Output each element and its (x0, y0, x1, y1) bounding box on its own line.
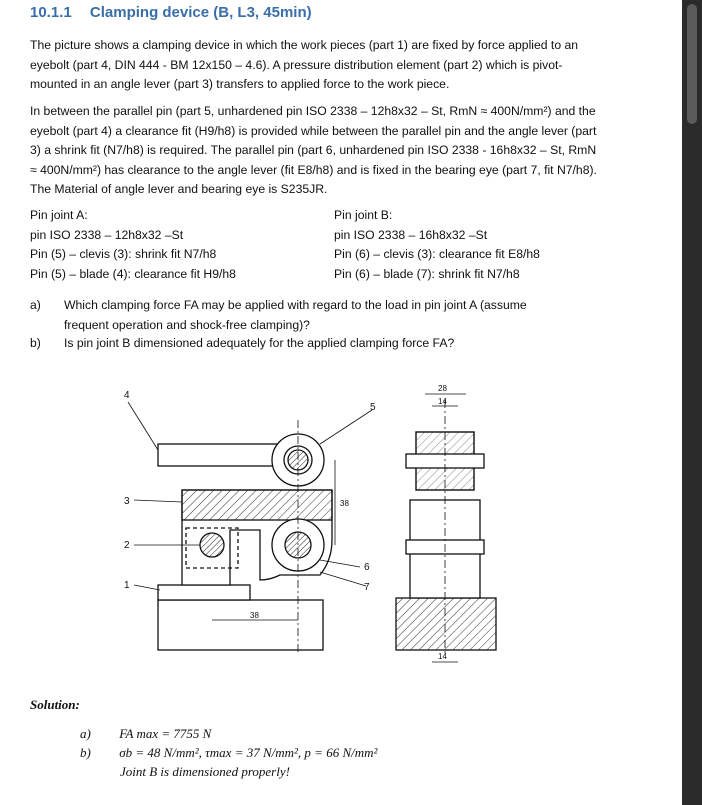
eyebolt-shaft (158, 444, 290, 466)
pin-joint-b-clevis: Pin (6) – clevis (3): clearance fit E8/h8 (334, 247, 540, 261)
pressure-pin (200, 533, 224, 557)
solution-a-text: FA max = 7755 N (119, 726, 212, 741)
pin-joint-b-pin: pin ISO 2338 – 16h8x32 –St (334, 227, 488, 242)
vertical-scrollbar[interactable] (682, 0, 702, 805)
side-view-base (396, 598, 496, 650)
solution-conclusion: Joint B is dimensioned properly! (120, 764, 290, 779)
dim-14-top: 14 (438, 397, 447, 406)
label-part-3: 3 (124, 496, 130, 507)
pin-joint-a (30, 206, 236, 284)
pin-joint-b (334, 206, 540, 284)
pin-joint-a-title: Pin joint A: (30, 208, 88, 222)
pin-joint-b-blade: Pin (6) – blade (7): shrink fit N7/h8 (334, 266, 520, 281)
dim-38-vertical: 38 (340, 499, 349, 508)
solution-a (80, 726, 211, 742)
dim-38-horizontal: 38 (250, 611, 259, 620)
angle-lever-hatched (182, 490, 332, 520)
paragraph-fits: In between the parallel pin (part 5, unhardened pin ISO 2338 – 12h8x32 – St, RmN ≈ 400N/mm²) and the eyebolt (part 4) a clearance fit (H9/h8) is provided while between the parallel pin and the angle lever (part 3) a shrink fit (N7/h8) is required. The parallel pin (part 6, unhardened pin ISO 2338 - 16h8x32 – St, RmN ≈ 400N/mm²) has clearance to the angle lever (fit E8/h8) and is fixed in the bearing eye (part 7, fit N7/h8). The Material of angle lever and bearing eye is S235JR. (30, 104, 597, 196)
pin-joint-a-blade: Pin (5) – blade (4): clearance fit H9/h8 (30, 266, 236, 281)
section-heading (30, 4, 312, 21)
solution-a-label: a) (80, 726, 91, 741)
question-b-text: Is pin joint B dimensioned adequately for the applied clamping force FA? (64, 336, 455, 350)
label-part-6: 6 (364, 562, 370, 573)
solution-b (80, 745, 377, 761)
solution-b-text: σb = 48 N/mm², τmax = 37 N/mm², p = 66 N/mm² (119, 745, 378, 760)
label-part-4: 4 (124, 390, 130, 401)
scrollbar-thumb[interactable] (687, 4, 697, 124)
pin-joint-b-title: Pin joint B: (334, 208, 393, 222)
paragraph-intro: The picture shows a clamping device in which the work pieces (part 1) are fixed by force applied to an eyebolt (part 4, DIN 444 - BM 12x150 – 4.6). A pressure distribution element (part 2) which is pivot-mounted in an angle lever (part 3) transfers to applied force to the work piece. (30, 38, 579, 91)
question-b-label: b) (30, 336, 41, 350)
pin-joint-a-pin: pin ISO 2338 – 12h8x32 –St (30, 227, 184, 242)
clamping-device-drawing (120, 380, 550, 670)
label-part-5: 5 (370, 402, 376, 413)
label-part-2: 2 (124, 540, 130, 551)
label-part-7: 7 (364, 582, 370, 593)
dim-28: 28 (438, 384, 447, 393)
work-piece (158, 585, 250, 600)
section-number: 10.1.1 (30, 4, 72, 21)
pin-joint-a-clevis: Pin (5) – clevis (3): shrink fit N7/h8 (30, 247, 217, 261)
question-a-text: Which clamping force FA may be applied with regard to the load in pin joint A (assume frequent operation and shock-free clamping)? (64, 298, 527, 332)
solution-b-label: b) (80, 745, 91, 760)
solution-label: Solution: (30, 697, 80, 712)
section-title: Clamping device (B, L3, 45min) (89, 4, 312, 21)
question-a-label: a) (30, 298, 41, 312)
label-part-1: 1 (124, 580, 130, 591)
dim-14-bottom: 14 (438, 652, 447, 661)
